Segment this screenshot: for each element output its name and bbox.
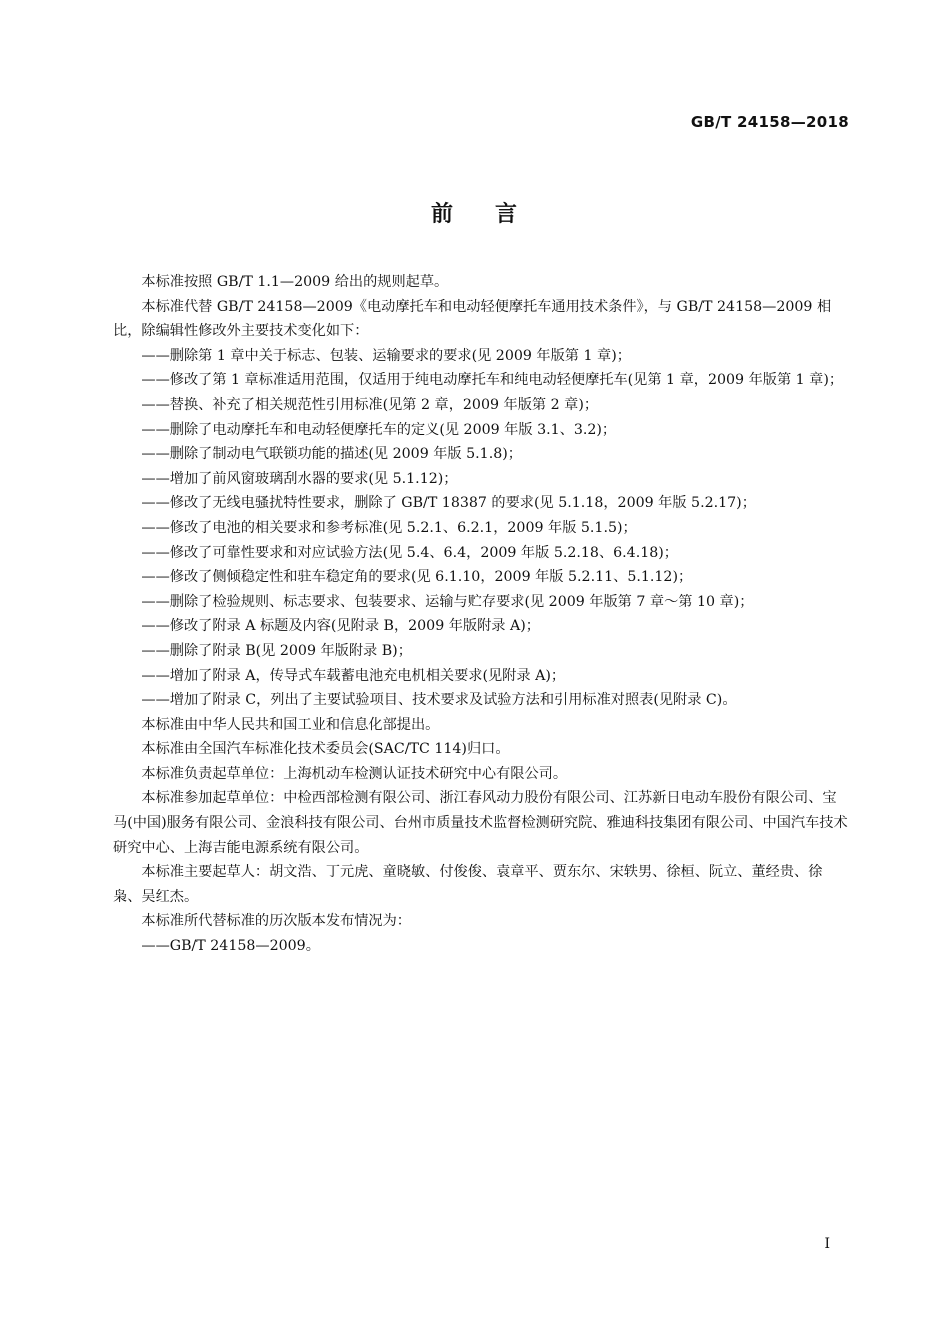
document-body: [113, 270, 850, 959]
change-item: ——删除了检验规则、标志要求、包装要求、运输与贮存要求(见 2009 年版第 7 章～第 10 章)；: [141, 593, 754, 610]
change-item: ——删除了电动摩托车和电动轻便摩托车的定义(见 2009 年版 3.1、3.2)；: [141, 421, 617, 438]
change-item: ——修改了可靠性要求和对应试验方法(见 5.4、6.4，2009 年版 5.2.18、6.4.18)；: [141, 544, 678, 561]
paragraph-proposed-by: 本标准由中华人民共和国工业和信息化部提出。: [141, 716, 440, 733]
page-title: [0, 197, 950, 228]
change-item: ——修改了电池的相关要求和参考标准(见 5.2.1、6.2.1，2009 年版 5.1.5)；: [141, 519, 637, 536]
title-char-1: 前: [430, 202, 455, 227]
page-number: I: [824, 1236, 830, 1252]
paragraph-under-jurisdiction: 本标准由全国汽车标准化技术委员会(SAC/TC 114)归口。: [141, 741, 510, 758]
title-char-2: 言: [495, 202, 520, 227]
change-item: ——替换、补充了相关规范性引用标准(见第 2 章，2009 年版第 2 章)；: [141, 396, 599, 413]
paragraph-drafting-rules: 本标准按照 GB/T 1.1—2009 给出的规则起草。: [141, 274, 449, 290]
change-item: ——修改了侧倾稳定性和驻车稳定角的要求(见 6.1.10，2009 年版 5.2.11、5.1.12)；: [141, 569, 693, 586]
history-item: ——GB/T 24158—2009。: [141, 938, 320, 955]
change-item: ——修改了无线电骚扰特性要求，删除了 GB/T 18387 的要求(见 5.1.18，2009 年版 5.2.17)；: [141, 495, 756, 512]
change-item: ——修改了附录 A 标题及内容(见附录 B，2009 年版附录 A)；: [141, 618, 540, 635]
paragraph-main-drafters: 本标准主要起草人：胡文浩、丁元虎、童晓敏、付俊俊、袁章平、贾东尔、宋轶男、徐桓、阮立、董经贵、徐枭、吴红杰。: [113, 864, 823, 905]
change-item: ——删除第 1 章中关于标志、包装、运输要求的要求(见 2009 年版第 1 章)；: [141, 347, 631, 364]
change-item: ——修改了第 1 章标准适用范围，仅适用于纯电动摩托车和纯电动轻便摩托车(见第 1 章，2009 年版第 1 章)；: [141, 372, 844, 389]
paragraph-replaces: 本标准代替 GB/T 24158—2009《电动摩托车和电动轻便摩托车通用技术条件》，与 GB/T 24158—2009 相比，除编辑性修改外主要技术变化如下：: [113, 298, 832, 340]
standard-code: GB/T 24158—2018: [690, 113, 849, 131]
paragraph-lead-drafter: 本标准负责起草单位：上海机动车检测认证技术研究中心有限公司。: [141, 765, 568, 782]
change-item: ——增加了附录 C，列出了主要试验项目、技术要求及试验方法和引用标准对照表(见附录 C)。: [141, 692, 737, 709]
change-item: ——删除了附录 B(见 2009 年版附录 B)；: [141, 642, 412, 659]
paragraph-version-history: 本标准所代替标准的历次版本发布情况为：: [141, 913, 411, 930]
paragraph-participating-drafters: 本标准参加起草单位：中检西部检测有限公司、浙江春风动力股份有限公司、江苏新日电动车股份有限公司、宝马(中国)服务有限公司、金浪科技有限公司、台州市质量技术监督检测研究院、雅迪科技集团有限公司、中国汽车技术研究中心、上海吉能电源系统有限公司。: [113, 790, 848, 856]
change-item: ——增加了附录 A，传导式车载蓄电池充电机相关要求(见附录 A)；: [141, 667, 566, 684]
change-item: ——增加了前风窗玻璃刮水器的要求(见 5.1.12)；: [141, 470, 458, 487]
change-item: ——删除了制动电气联锁功能的描述(见 2009 年版 5.1.8)；: [141, 446, 522, 463]
